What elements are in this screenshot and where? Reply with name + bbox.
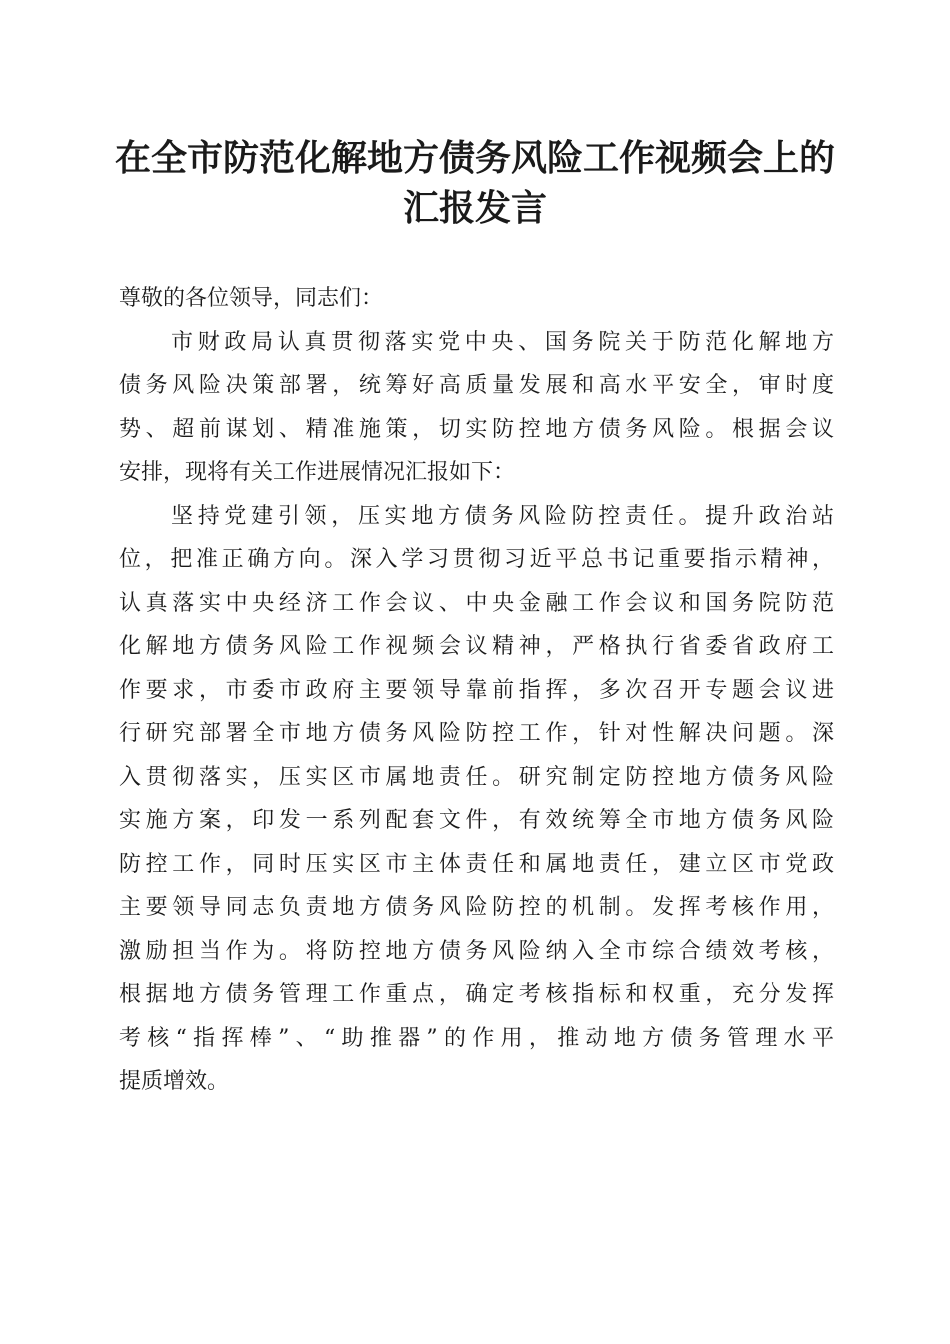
paragraph-2-line: 入贯彻落实，压实区市属地责任。研究制定防控地方债务风险 (119, 764, 834, 790)
paragraph-1 (119, 321, 834, 495)
document-title (100, 133, 850, 233)
paragraph-2-line: 行研究部署全市地方债务风险防控工作，针对性解决问题。深 (119, 721, 834, 746)
paragraph-2-line: 考核“指挥棒”、“助推器”的作用，推动地方债务管理水平 (119, 1025, 834, 1051)
paragraph-1-line: 债务风险决策部署，统筹好高质量发展和高水平安全，审时度 (119, 373, 834, 398)
paragraph-2-line: 坚持党建引领，压实地方债务风险防控责任。提升政治站 (171, 503, 834, 529)
paragraph-1-line: 安排，现将有关工作进展情况汇报如下： (119, 460, 516, 485)
title-line-2: 汇报发言 (402, 187, 547, 229)
paragraph-2-line: 防控工作，同时压实区市主体责任和属地责任，建立区市党政 (119, 851, 834, 877)
paragraph-2-line: 激励担当作为。将防控地方债务风险纳入全市综合绩效考核， (119, 938, 834, 964)
salutation: 尊敬的各位领导，同志们： (119, 286, 384, 311)
title-line-1: 在全市防范化解地方债务风险工作视频会上的 (114, 137, 835, 179)
paragraph-2 (119, 495, 834, 1104)
paragraph-2-line: 作要求，市委市政府主要领导靠前指挥，多次召开专题会议进 (119, 677, 834, 703)
paragraph-2-line: 认真落实中央经济工作会议、中央金融工作会议和国务院防范 (119, 590, 834, 616)
paragraph-1-line: 市财政局认真贯彻落实党中央、国务院关于防范化解地方 (171, 329, 834, 355)
paragraph-2-line: 提质增效。 (119, 1069, 230, 1094)
paragraph-2-line: 实施方案，印发一系列配套文件，有效统筹全市地方债务风险 (119, 808, 834, 833)
paragraph-2-line: 主要领导同志负责地方债务风险防控的机制。发挥考核作用， (119, 895, 834, 920)
paragraph-2-line: 根据地方债务管理工作重点，确定考核指标和权重，充分发挥 (119, 982, 834, 1007)
paragraph-1-line: 势、超前谋划、精准施策，切实防控地方债务风险。根据会议 (119, 416, 834, 442)
paragraph-2-line: 位，把准正确方向。深入学习贯彻习近平总书记重要指示精神， (119, 547, 834, 572)
document-body (119, 277, 834, 1104)
paragraph-2-line: 化解地方债务风险工作视频会议精神，严格执行省委省政府工 (119, 634, 834, 659)
